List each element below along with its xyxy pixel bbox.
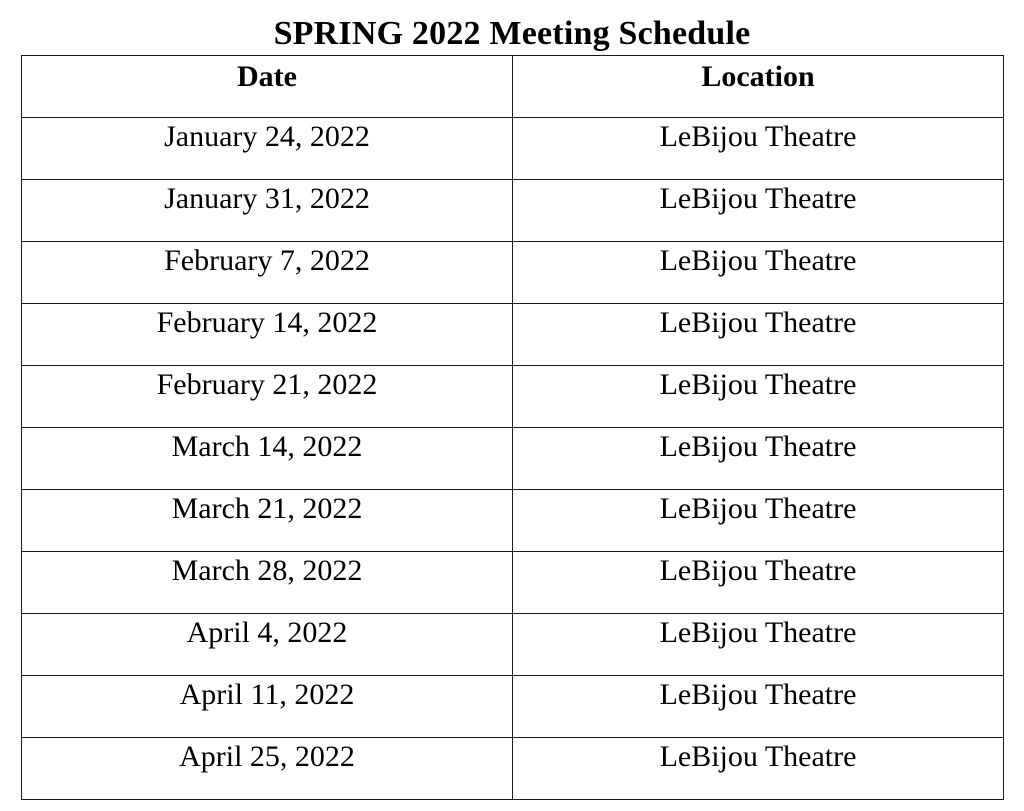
date-cell: March 21, 2022 — [22, 490, 513, 552]
column-header-location: Location — [513, 56, 1004, 118]
date-cell: March 28, 2022 — [22, 552, 513, 614]
location-cell: LeBijou Theatre — [513, 180, 1004, 242]
location-cell: LeBijou Theatre — [513, 552, 1004, 614]
location-cell: LeBijou Theatre — [513, 118, 1004, 180]
date-cell: March 14, 2022 — [22, 428, 513, 490]
table-row — [22, 118, 1004, 180]
location-cell: LeBijou Theatre — [513, 242, 1004, 304]
table-row — [22, 428, 1004, 490]
table-row — [22, 366, 1004, 428]
page-title: SPRING 2022 Meeting Schedule — [273, 15, 751, 52]
table-row — [22, 552, 1004, 614]
date-cell: April 25, 2022 — [22, 738, 513, 800]
table-row — [22, 490, 1004, 552]
table-row — [22, 676, 1004, 738]
column-header-date: Date — [22, 56, 513, 118]
location-cell: LeBijou Theatre — [513, 428, 1004, 490]
table-row — [22, 614, 1004, 676]
location-cell: LeBijou Theatre — [513, 614, 1004, 676]
table-row — [22, 180, 1004, 242]
date-cell: February 14, 2022 — [22, 304, 513, 366]
date-cell: April 4, 2022 — [22, 614, 513, 676]
location-cell: LeBijou Theatre — [513, 738, 1004, 800]
location-cell: LeBijou Theatre — [513, 676, 1004, 738]
table-row — [22, 304, 1004, 366]
date-cell: January 31, 2022 — [22, 180, 513, 242]
date-cell: February 7, 2022 — [22, 242, 513, 304]
date-cell: January 24, 2022 — [22, 118, 513, 180]
table-row — [22, 738, 1004, 800]
meeting-schedule-table — [21, 55, 1004, 800]
date-cell: February 21, 2022 — [22, 366, 513, 428]
date-cell: April 11, 2022 — [22, 676, 513, 738]
table-row — [22, 242, 1004, 304]
location-cell: LeBijou Theatre — [513, 490, 1004, 552]
location-cell: LeBijou Theatre — [513, 304, 1004, 366]
location-cell: LeBijou Theatre — [513, 366, 1004, 428]
table-header-row — [22, 56, 1004, 118]
